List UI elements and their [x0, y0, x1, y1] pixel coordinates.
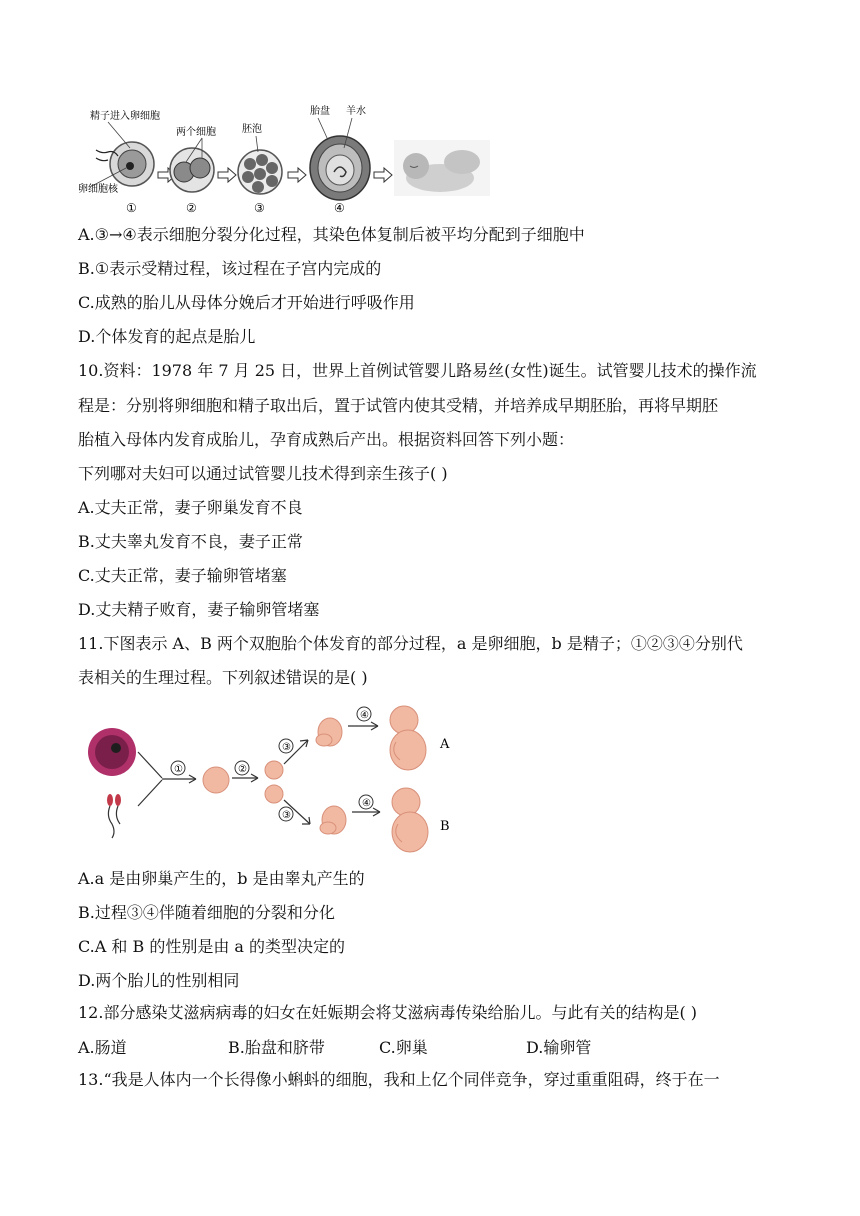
fetus-b-illustration	[392, 788, 428, 852]
q9-option-c: C.成熟的胎儿从母体分娩后才开始进行呼吸作用	[78, 293, 415, 312]
label-twin-a: A	[440, 737, 450, 752]
q10-option-c: C.丈夫正常，妻子输卵管堵塞	[78, 566, 287, 585]
process-2-marker: ②	[238, 764, 247, 775]
label-egg-nucleus: 卵细胞核	[78, 184, 118, 195]
fetus-a-illustration	[390, 706, 426, 770]
q12-option-b: B.胎盘和脐带	[228, 1038, 325, 1057]
label-twin-b: B	[440, 819, 450, 834]
q12-options-row	[78, 1035, 778, 1057]
q10-option-a: A.丈夫正常，妻子卵巢发育不良	[78, 498, 303, 517]
arrow-icon	[218, 168, 236, 182]
twins-development-figure	[78, 702, 468, 862]
q11-option-d: D.两个胎儿的性别相同	[78, 971, 240, 990]
process-3-marker-lower: ③	[282, 810, 291, 821]
sperm-cell-illustration	[107, 794, 121, 838]
q9-option-a: A.③→④表示细胞分裂分化过程，其染色体复制后被平均分配到子细胞中	[78, 225, 585, 244]
q12-option-a: A.肠道	[78, 1038, 127, 1057]
process-3-marker-upper: ③	[282, 742, 291, 753]
twin-cell-lower	[265, 785, 283, 803]
blastocyst-illustration	[238, 136, 282, 194]
fertilization-development-figure	[78, 100, 490, 218]
two-cells-illustration	[170, 138, 214, 192]
step-2-marker: ②	[186, 201, 197, 215]
arrow-icon	[374, 168, 392, 182]
q11-stem-line-1: 11.下图表示 A、B 两个双胞胎个体发育的部分过程，a 是卵细胞，b 是精子；①②③④分别代	[78, 634, 743, 653]
label-sperm-enter-egg: 精子进入卵细胞	[90, 111, 160, 122]
q9-option-d: D.个体发育的起点是胎儿	[78, 327, 256, 346]
process-4-marker-upper: ④	[360, 710, 369, 721]
q9-option-b: B.①表示受精过程，该过程在子宫内完成的	[78, 259, 382, 278]
arrow-icon	[288, 168, 306, 182]
step-3-marker: ③	[254, 201, 265, 215]
zygote-illustration	[203, 767, 229, 793]
label-blastocyst: 胚泡	[242, 124, 262, 135]
q11-option-a: A.a 是由卵巢产生的，b 是由睾丸产生的	[78, 869, 365, 888]
label-placenta: 胎盘	[310, 106, 330, 117]
q10-stem-line-1: 10.资料：1978 年 7 月 25 日，世界上首例试管婴儿路易丝(女性)诞生。试管婴儿技术的操作流	[78, 361, 757, 380]
twin-cell-upper	[265, 761, 283, 779]
q11-stem-line-2: 表相关的生理过程。下列叙述错误的是( )	[78, 668, 368, 687]
egg-with-sperm-illustration	[92, 122, 154, 186]
q11-option-c: C.A 和 B 的性别是由 a 的类型决定的	[78, 937, 346, 956]
q12-option-c: C.卵巢	[379, 1038, 428, 1057]
q13-stem: 13.“我是人体内一个长得像小蝌蚪的细胞，我和上亿个同伴竞争，穿过重重阻碍，终于在一	[78, 1070, 720, 1089]
q12-stem: 12.部分感染艾滋病病毒的妇女在妊娠期会将艾滋病毒传染给胎儿。与此有关的结构是( )	[78, 1003, 698, 1022]
q10-question: 下列哪对夫妇可以通过试管婴儿技术得到亲生孩子( )	[78, 464, 448, 483]
label-two-cells: 两个细胞	[176, 127, 216, 138]
q10-option-b: B.丈夫睾丸发育不良，妻子正常	[78, 532, 303, 551]
q11-option-b: B.过程③④伴随着细胞的分裂和分化	[78, 903, 335, 922]
embryo-b-illustration	[320, 806, 346, 834]
q10-stem-line-2: 程是：分别将卵细胞和精子取出后，置于试管内使其受精，并培养成早期胚胎，再将早期胚	[78, 396, 719, 415]
q10-stem-line-3: 胎植入母体内发育成胎儿，孕育成熟后产出。根据资料回答下列小题：	[78, 430, 575, 449]
process-1-marker: ①	[174, 764, 183, 775]
q12-option-d: D.输卵管	[526, 1038, 592, 1057]
step-1-marker: ①	[126, 201, 137, 215]
egg-cell-illustration	[88, 728, 136, 776]
q10-option-d: D.丈夫精子败育，妻子输卵管堵塞	[78, 600, 320, 619]
step-4-marker: ④	[334, 201, 345, 215]
newborn-baby-photo	[394, 140, 490, 196]
embryo-in-uterus-illustration	[310, 118, 370, 200]
embryo-a-illustration	[316, 718, 342, 746]
label-amniotic-fluid: 羊水	[346, 106, 366, 117]
process-4-marker-lower: ④	[362, 798, 371, 809]
